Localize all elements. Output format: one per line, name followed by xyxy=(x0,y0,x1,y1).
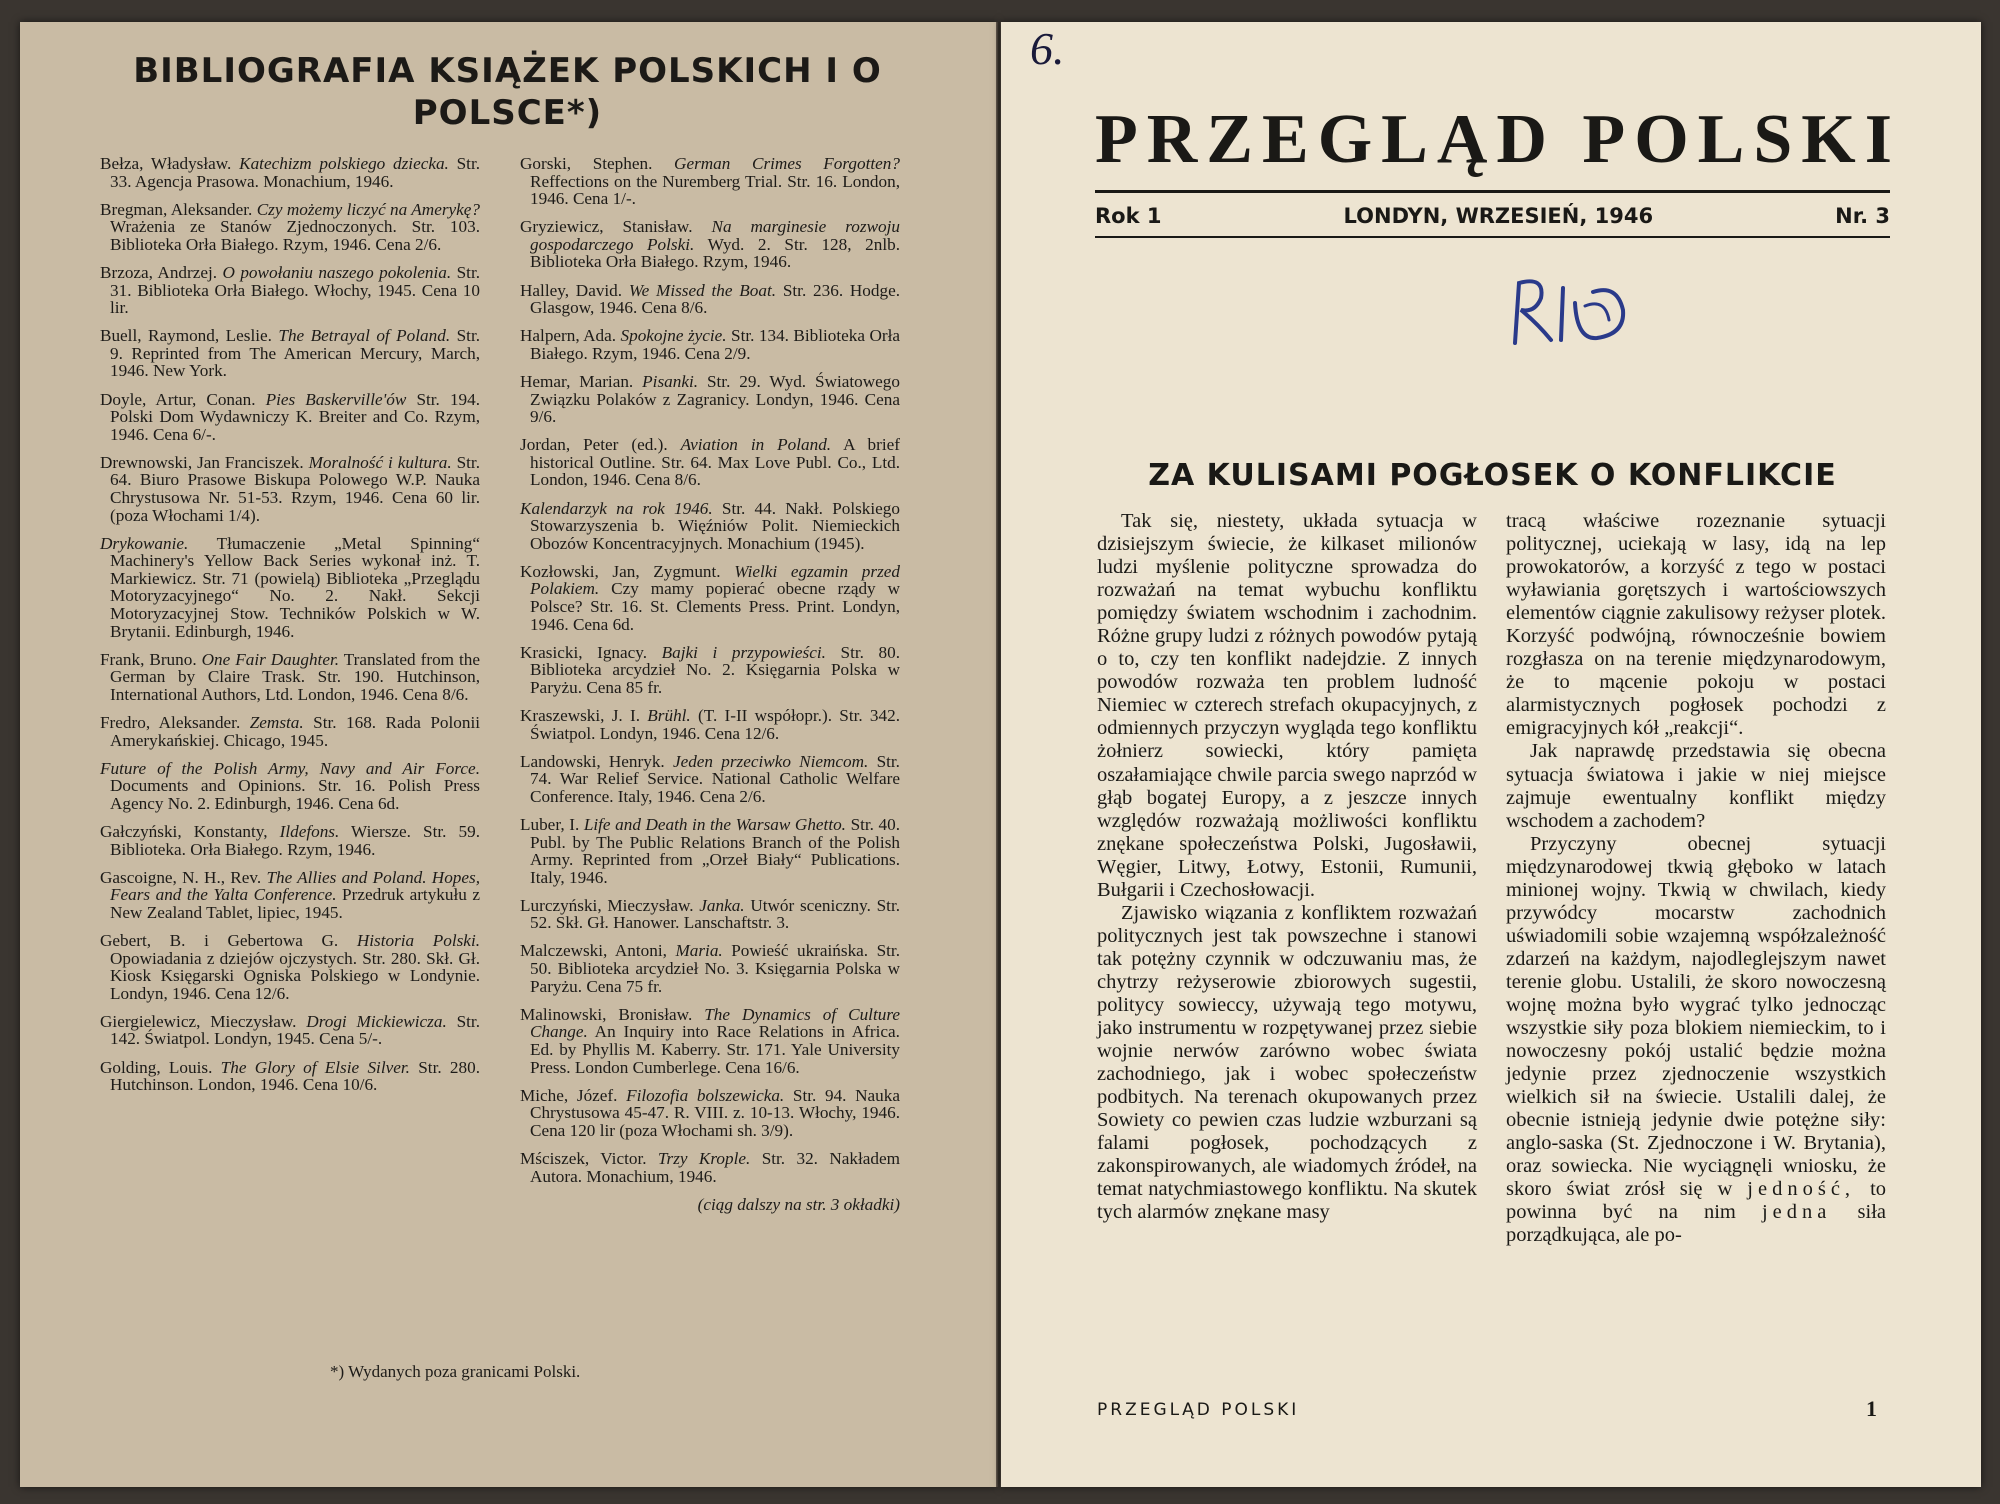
entry-author: Krasicki, Ignacy. xyxy=(520,642,648,662)
entry-author: Bełza, Władysław. xyxy=(100,154,232,173)
entry-details: Tłumaczenie „Metal Spinning“ Machinery's Yellow Back Series wykonał inż. T. Markiewicz. Str. 71 (powielą) Biblioteka „Przeglądu Motoryzacyjnego“ No. 2. Nakł. Sekcji Motoryzacyjnej Stow. Techników Polskich w W. Brytanii. Edinburgh, 1946. xyxy=(110,533,480,641)
bibliography-entry xyxy=(520,327,900,362)
entry-title: Drogi Mickiewicza. xyxy=(306,1011,447,1031)
entry-title: Future of the Polish Army, Navy and Air Force. xyxy=(100,758,480,778)
bibliography-entry xyxy=(100,535,480,641)
issue-year: Rok 1 xyxy=(1095,204,1162,228)
entry-details: Powieść ukraińska. Str. 50. Biblioteka arcydzieł No. 3. Księgarnia Polska w Paryżu. Cena 75 fr. xyxy=(530,941,901,996)
entry-title: Pies Baskerville'ów xyxy=(265,389,407,409)
entry-details: Str. 168. Rada Polonii Amerykańskiej. Chicago, 1945. xyxy=(110,713,481,750)
entry-title: Historia Polski. xyxy=(356,930,481,950)
entry-details: (T. I-II współopr.). Str. 342. Światpol. Londyn, 1946. Cena 12/6. xyxy=(530,705,901,743)
entry-author: Luber, I. xyxy=(520,814,580,834)
bibliography-entry xyxy=(520,1087,900,1140)
entry-author: Bregman, Aleksander. xyxy=(100,199,253,219)
handwritten-mark: 6. xyxy=(1030,23,1065,74)
entry-author: Gebert, B. i Gebertowa G. xyxy=(100,930,339,950)
entry-author: Halpern, Ada. xyxy=(520,326,617,346)
entry-author: Malinowski, Bronisław. xyxy=(520,1004,693,1024)
entry-title: Zemsta. xyxy=(249,713,304,733)
entry-author: Kraszewski, J. I. xyxy=(520,705,641,725)
entry-author: Gałczyński, Konstanty, xyxy=(100,822,268,841)
bibliography-column-1 xyxy=(100,155,480,1104)
issue-number: Nr. 3 xyxy=(1835,204,1890,228)
bibliography-entry xyxy=(520,563,900,633)
entry-title: O powołaniu naszego pokolenia. xyxy=(222,262,452,282)
entry-author: Kozłowski, Jan, Zygmunt. xyxy=(520,561,721,581)
bibliography-entry xyxy=(100,823,480,858)
entry-details: Str. 9. Reprinted from The American Mercury, March, 1946. New York. xyxy=(110,326,481,381)
issue-line xyxy=(1095,204,1890,228)
entry-title: Ildefons. xyxy=(279,822,340,841)
entry-title: Kalendarzyk na rok 1946. xyxy=(520,498,713,518)
entry-title: Katechizm polskiego dziecka. xyxy=(239,154,449,173)
entry-details: Str. 64. Biuro Prasowe Biskupa Polowego W.P. Nauka Chrystusowa Nr. 51-53. Rzym, 1946. Cena 60 lir. (poza Włochami 1/4). xyxy=(110,452,480,525)
entry-details: A brief historical Outline. Str. 64. Max Love Publ. Co., Ltd. London, 1946. Cena 8/6. xyxy=(530,435,900,490)
entry-title: Drykowanie. xyxy=(100,533,189,553)
bibliography-entry xyxy=(100,1059,480,1094)
bibliography-entry xyxy=(100,869,480,922)
entry-title: Wielki egzamin przed Polakiem. xyxy=(530,561,901,599)
bibliography-entry xyxy=(100,327,480,380)
entry-author: Buell, Raymond, Leslie. xyxy=(100,326,272,346)
bibliography-entry xyxy=(520,644,900,697)
bibliography-entry xyxy=(520,373,900,426)
bibliography-entry xyxy=(520,155,900,208)
page-number: 1 xyxy=(1866,1396,1877,1421)
entry-details: Wyd. 2. Str. 128, 2nlb. Biblioteka Orła Białego. Rzym, 1946. xyxy=(530,234,900,272)
bibliography-entry xyxy=(520,942,900,995)
masthead-rule-top xyxy=(1095,190,1890,193)
entry-title: Spokojne życie. xyxy=(620,326,727,346)
bibliography-entry xyxy=(520,500,900,553)
article-paragraph: tracą właściwe rozeznanie sytuacji politycznej, uciekają w lasy, idą na lep prowokatorów, a korzyść z tego w postaci wyławiania gorętszych i wartościowszych elementów ciągnie zakulisowy reżyser plotek. Korzyść podwójną, równocześnie bowiem rozgłasza on na terenie międzynarodowym, że to mącenie pokoju w postaci alarmistycznych pogłosek pochodzi z emigracyjnych kół „reakcji“. xyxy=(1506,510,1886,740)
entry-title: Trzy Krople. xyxy=(657,1148,751,1168)
entry-title: Moralność i kultura. xyxy=(308,452,452,472)
issue-place-date: LONDYN, WRZESIEŃ, 1946 xyxy=(1343,204,1654,228)
entry-details: An Inquiry into Race Relations in Africa. Ed. by Phyllis M. Kaberry. Str. 171. Yale University Press. London Cumberlege. Cena 16/6. xyxy=(530,1022,900,1077)
bibliography-entry xyxy=(100,932,480,1002)
entry-title: The Glory of Elsie Silver. xyxy=(220,1057,410,1077)
bibliography-column-2 xyxy=(520,155,900,1213)
bibliography-entry xyxy=(520,282,900,317)
entry-author: Landowski, Henryk. xyxy=(520,751,665,771)
bibliography-entry xyxy=(520,436,900,489)
article-title: ZA KULISAMI POGŁOSEK O KONFLIKCIE xyxy=(1148,458,1837,493)
entry-title: We Missed the Boat. xyxy=(628,280,777,300)
entry-title: Bajki i przypowieści. xyxy=(661,642,826,662)
bibliography-entry xyxy=(100,651,480,704)
article-paragraph: Zjawisko wiązania z konfliktem rozważań politycznych jest tak powszechne i stanowi tak potężny czynnik w odczuwaniu mas, że chytrzy reżyserowie zbiorowych sugestii, politycy sowieccy, używają tego motywu, jako instrumentu w rozpętywanej przez siebie wojnie nerwów zarówno wobec świata zachodniego, jak i wobec społeczeństw podbitych. Na terenach okupowanych przez Sowiety co pewien czas ludzie wzburzani są falami pogłosek, pochodzących z zakonspirowanych, ale wiadomych źródeł, na temat natychmiastowego konfliktu. Na skutek tych alarmów znękane masy xyxy=(1097,901,1477,1224)
entry-author: Miche, Józef. xyxy=(520,1085,618,1105)
entry-details: Str. 44. Nakł. Polskiego Stowarzyszenia b. Więźniów Polit. Niemieckich Obozów Koncentracyjnych. Monachium (1945). xyxy=(530,498,900,553)
bibliography-entry xyxy=(100,391,480,444)
bibliography-title: BIBLIOGRAFIA KSIĄŻEK POLSKICH I O POLSCE*) xyxy=(133,51,882,133)
entry-details: Str. 31. Biblioteka Orła Białego. Włochy, 1945. Cena 10 lir. xyxy=(110,262,481,318)
entry-title: Life and Death in the Warsaw Ghetto. xyxy=(583,814,846,834)
bibliography-entry xyxy=(100,1013,480,1048)
bibliography-entry xyxy=(520,1150,900,1185)
entry-author: Malczewski, Antoni, xyxy=(520,941,667,961)
bibliography-entry xyxy=(100,760,480,813)
entry-details: Str. 80. Biblioteka arcydzieł No. 2. Księgarnia Polska w Paryżu. Cena 85 fr. xyxy=(530,642,901,697)
entry-title: Maria. xyxy=(675,941,723,961)
masthead-rule-bottom xyxy=(1095,236,1890,238)
entry-author: Mściszek, Victor. xyxy=(520,1148,647,1168)
bibliography-entry xyxy=(100,155,480,190)
entry-author: Jordan, Peter (ed.). xyxy=(520,435,668,455)
entry-details: Wrażenia ze Stanów Zjednoczonych. Str. 103. Biblioteka Orła Białego. Rzym, 1946. Cena 2/6. xyxy=(110,217,480,254)
entry-author: Gryziewicz, Stanisław. xyxy=(520,217,693,237)
article-paragraph: Tak się, niestety, układa sytuacja w dzisiejszym świecie, że kilkaset milionów ludzi myślenie polityczne sprowadza do rozważań na temat wybuchu konfliktu pomiędzy światem wschodnim i zachodnim. Różne grupy ludzi z różnych powodów pytają o to, czy ten konflikt nadejdzie. Z innych powodów rozważa ten problem ludność Niemiec w czterech strefach okupacyjnych, z odmiennych przyczyn wygląda tego konfliktu żołnierz sowiecki, który pamięta oszałamiające chwile parcia swego naprzód w głąb bogatej Europy, a z jeszcze innych względów rozważają możliwości konfliktu znękane społeczeństwa Polski, Jugosławii, Węgier, Litwy, Łotwy, Estonii, Rumunii, Bułgarii i Czechosłowacji. xyxy=(1097,510,1477,901)
entry-details: Str. 236. Hodge. Glasgow, 1946. Cena 8/6. xyxy=(530,280,901,318)
entry-details: Str. 74. War Relief Service. National Catholic Welfare Conference. Italy, 1946. Cena 2/6. xyxy=(530,751,900,806)
entry-author: Hemar, Marian. xyxy=(520,371,634,391)
entry-author: Lurczyński, Mieczysław. xyxy=(520,895,694,915)
masthead: PRZEGLĄD POLSKI xyxy=(1095,101,1901,178)
entry-author: Drewnowski, Jan Franciszek. xyxy=(100,452,304,472)
article-paragraph: Jak naprawdę przedstawia się obecna sytuacja światowa i jakie w niej miejsce zajmuje ewentualny konflikt między wschodem a zachodem? xyxy=(1506,740,1886,832)
entry-author: Gorski, Stephen. xyxy=(520,154,653,173)
article-text: to powinna być na nim xyxy=(1506,1178,1887,1224)
article-spaced-text: jedność, xyxy=(1747,1178,1856,1201)
page-footer-title: PRZEGLĄD POLSKI xyxy=(1097,1400,1300,1420)
entry-author: Doyle, Artur, Conan. xyxy=(100,389,256,409)
entry-title: Janka. xyxy=(699,895,745,915)
bibliography-footnote: *) Wydanych poza granicami Polski. xyxy=(330,1362,581,1381)
entry-author: Frank, Bruno. xyxy=(100,649,197,669)
entry-details: Wiersze. Str. 59. Biblioteka. Orła Białego. Rzym, 1946. xyxy=(110,822,480,859)
bibliography-entry xyxy=(520,218,900,271)
entry-title: The Dynamics of Culture Change. xyxy=(530,1004,900,1042)
entry-title: Czy możemy liczyć na Amerykę? xyxy=(256,199,481,219)
entry-details: Translated from the German by Claire Trask. Str. 190. Hutchinson, International Authors, Ltd. London, 1946. Cena 8/6. xyxy=(110,649,481,704)
entry-details: Str. 194. Polski Dom Wydawniczy K. Breiter and Co. Rzym, 1946. Cena 6/-. xyxy=(110,389,481,444)
entry-title: Pisanki. xyxy=(642,371,699,391)
entry-details: Czy mamy popierać obecne rządy w Polsce? Str. 16. St. Clements Press. Print. Londyn, 1946. Cena 6d. xyxy=(530,579,900,634)
bibliography-entry xyxy=(100,201,480,254)
article-text: Przyczyny obecnej sytuacji międzynarodowej tkwią głęboko w latach minionej wojny. Tkwią w chwilach, kiedy przywódcy mocarstw zachodnich uświadomili sobie wzajemną współzależność zdarzeń na każdym, najodleglejszym nawet terenie globu. Ustalili, że skoro nowoczesną wojnę można było wygrać tylko jednocząc wszystkie siły poza blokiem niemieckim, to i nowoczesny pokój ustalić będzie można jedynie przez zjednoczenie wszystkich wielkich sił na świecie. Ustalili dalej, że obecnie istnieją jedynie dwie potężne siły: anglo-saska (St. Zjednoczone i W. Brytania), oraz sowiecka. Nie wyciągnęli wniosku, że skoro świat zrósł się w xyxy=(1506,832,1886,1201)
entry-details: Reffections on the Nuremberg Trial. Str. 16. London, 1946. Cena 1/-. xyxy=(530,171,900,209)
entry-title: German Crimes Forgotten? xyxy=(674,154,900,173)
entry-details: Str. 280. Hutchinson. London, 1946. Cena 10/6. xyxy=(110,1057,481,1095)
article-text: siła porządkująca, ale po- xyxy=(1506,1201,1886,1247)
bibliography-entry xyxy=(100,264,480,317)
entry-title: One Fair Daughter. xyxy=(201,649,340,669)
entry-author: Fredro, Aleksander. xyxy=(100,713,241,733)
entry-details: Documents and Opinions. Str. 16. Polish Press Agency No. 2. Edinburgh, 1946. Cena 6d. xyxy=(110,776,480,813)
entry-details: Str. 142. Światpol. Londyn, 1945. Cena 5/-. xyxy=(110,1011,480,1049)
entry-title: Na marginesie rozwoju gospodarczego Polski. xyxy=(530,217,900,254)
entry-author: Gascoigne, N. H., Rev. xyxy=(100,867,262,887)
entry-title: The Allies and Poland. Hopes, Fears and the Yalta Conference. xyxy=(110,867,481,905)
bibliography-entry xyxy=(520,816,900,886)
entry-author: Giergielewicz, Mieczysław. xyxy=(100,1011,297,1031)
entry-title: Aviation in Poland. xyxy=(680,435,832,455)
article-paragraph xyxy=(1506,833,1886,1248)
entry-details: Str. 134. Biblioteka Orła Białego. Rzym, 1946. Cena 2/9. xyxy=(530,326,900,363)
bibliography-entry xyxy=(100,454,480,524)
entry-title: Jeden przeciwko Niemcom. xyxy=(672,751,869,771)
article-column-2 xyxy=(1506,510,1886,1248)
entry-details: Utwór sceniczny. Str. 52. Skł. Gł. Hanower. Lanschaftstr. 3. xyxy=(530,895,901,933)
bibliography-entry xyxy=(520,753,900,806)
article-spaced-text: jedna xyxy=(1761,1201,1832,1224)
entry-details: Str. 94. Nauka Chrystusowa 45-47. R. VIII. z. 10-13. Włochy, 1946. Cena 120 lir (poza Włochami sh. 3/9). xyxy=(530,1085,900,1140)
entry-details: Str. 40. Publ. by The Public Relations Branch of the Polish Army. Reprinted from „Orzeł Biały“ Publications. Italy, 1946. xyxy=(530,814,901,887)
bibliography-entry xyxy=(100,714,480,749)
entry-details: Przedruk artykułu z New Zealand Tablet, lipiec, 1945. xyxy=(110,885,480,922)
entry-details: Str. 29. Wyd. Światowego Związku Polaków z Zagranicy. Londyn, 1946. Cena 9/6. xyxy=(530,371,900,427)
continued-note: (ciąg dalszy na str. 3 okładki) xyxy=(697,1194,900,1214)
entry-author: Halley, David. xyxy=(520,280,623,300)
entry-author: Golding, Louis. xyxy=(100,1057,213,1077)
bibliography-entry xyxy=(520,1006,900,1076)
entry-details: Str. 32. Nakładem Autora. Monachium, 1946. xyxy=(530,1148,900,1186)
handwritten-stamp-icon xyxy=(1505,268,1635,358)
entry-title: Filozofia bolszewicka. xyxy=(626,1085,785,1105)
entry-title: The Betrayal of Poland. xyxy=(278,326,451,346)
entry-details: Str. 33. Agencja Prasowa. Monachium, 1946. xyxy=(110,154,481,191)
article-column-1 xyxy=(1097,510,1477,1224)
entry-title: Brühl. xyxy=(647,705,691,725)
entry-author: Brzoza, Andrzej. xyxy=(100,262,218,282)
bibliography-entry xyxy=(520,897,900,932)
entry-details: Opowiadania z dziejów ojczystych. Str. 280. Skł. Gł. Kiosk Księgarski Ogniska Polskiego w Londynie. Londyn, 1946. Cena 12/6. xyxy=(110,948,480,1003)
bibliography-entry xyxy=(520,707,900,742)
